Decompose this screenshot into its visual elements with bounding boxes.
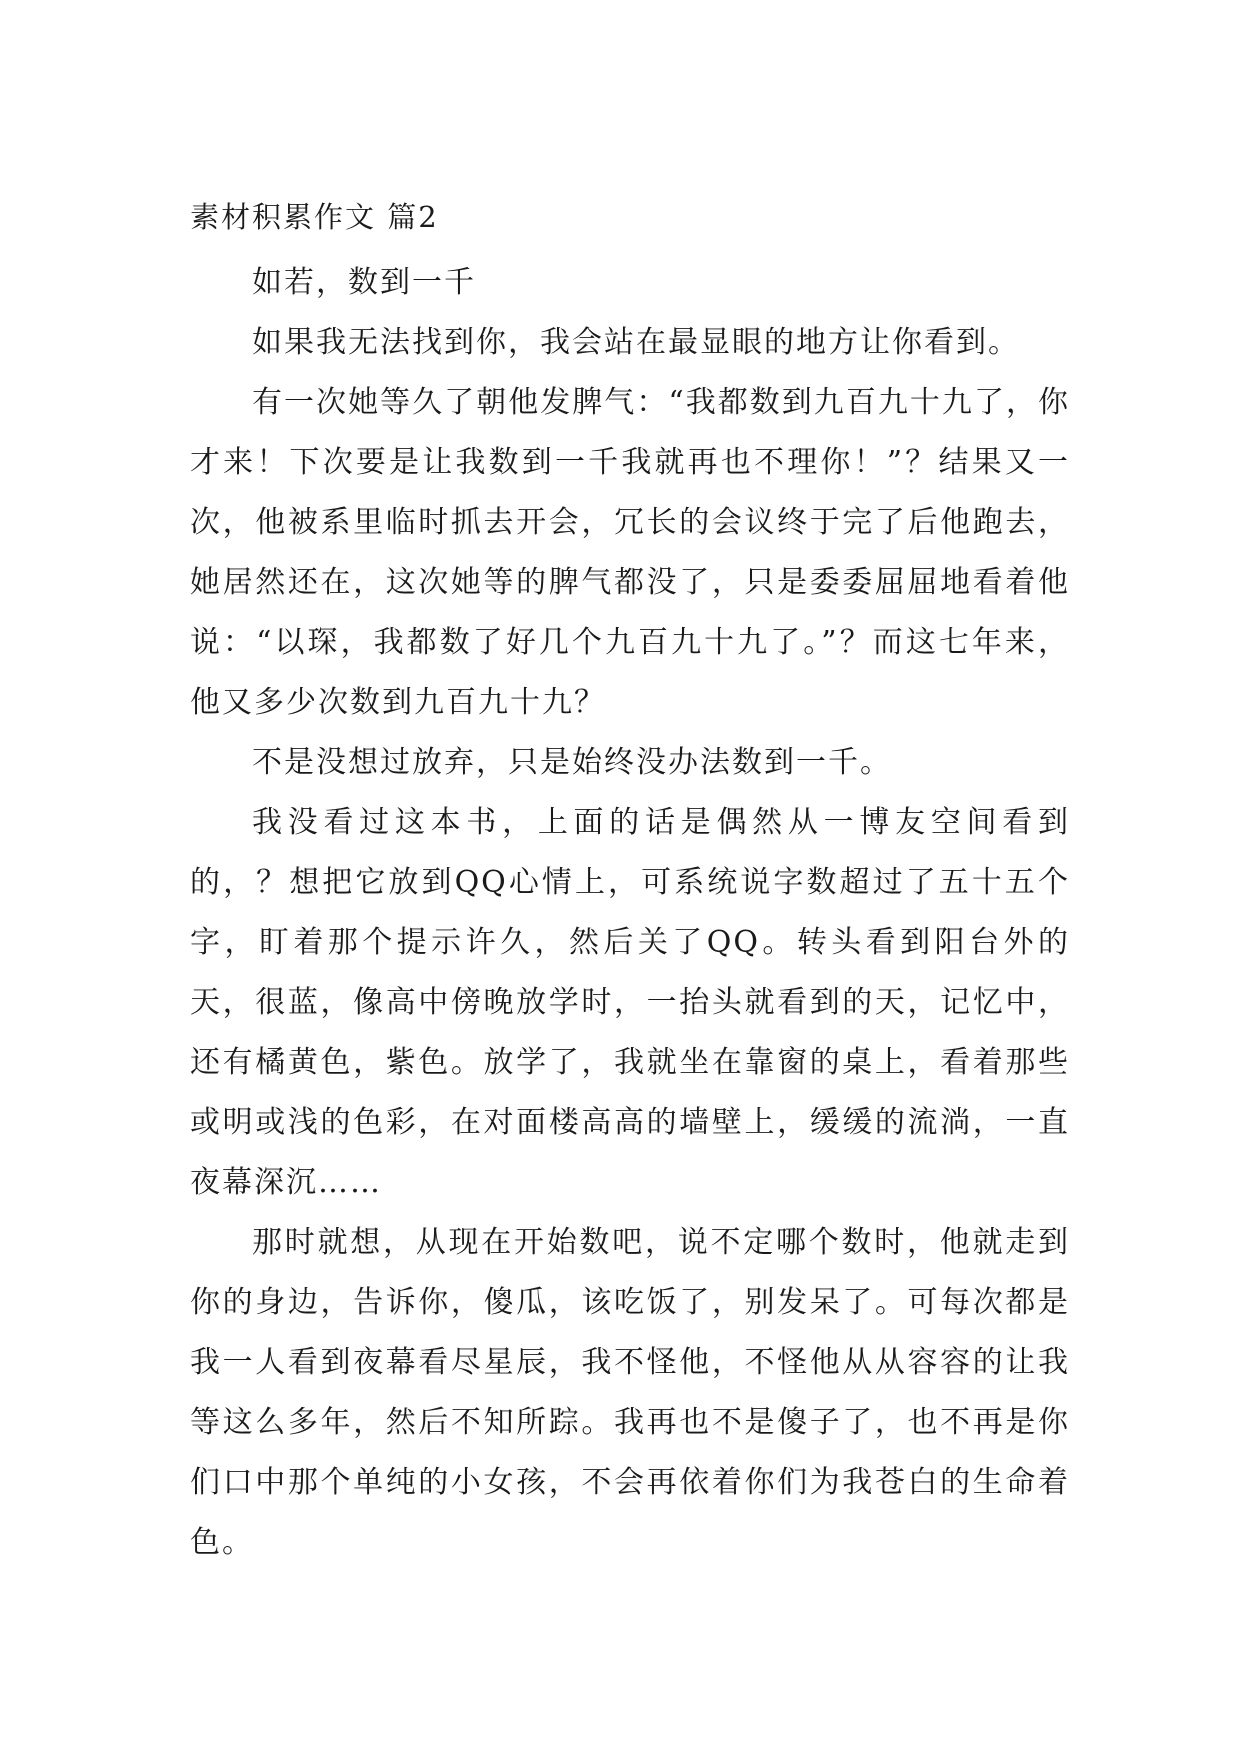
paragraph-quote: 如果我无法找到你，我会站在最显眼的地方让你看到。 bbox=[252, 325, 1020, 360]
document-heading: 素材积累作文 篇2 bbox=[190, 200, 439, 234]
paragraph-giveup: 不是没想过放弃，只是始终没办法数到一千。 bbox=[252, 745, 892, 780]
document-body bbox=[190, 195, 1070, 1573]
essay-title-line: 如若，数到一千 bbox=[252, 265, 476, 300]
paragraph-story: 有一次她等久了朝他发脾气：“我都数到九百九十九了，你才来！下次要是让我数到一千我就再也不理你！”？结果又一次，他被系里临时抓去开会，冗长的会议终于完了后他跑去，她居然还在，这次她等的脾气都没了，只是委委屈屈地看着他说：“以琛，我都数了好几个九百九十九了。”？而这七年来，他又多少次数到九百九十九？ bbox=[190, 385, 1070, 720]
paragraph-reflection: 那时就想，从现在开始数吧，说不定哪个数时，他就走到你的身边，告诉你，傻瓜，该吃饭了，别发呆了。可每次都是我一人看到夜幕看尽星辰，我不怪他，不怪他从从容容的让我等这么多年，然后不知所踪。我再也不是傻子了，也不再是你们口中那个单纯的小女孩，不会再依着你们为我苍白的生命着色。 bbox=[190, 1225, 1070, 1560]
paragraph-memory: 我没看过这本书，上面的话是偶然从一博友空间看到的，？想把它放到QQ心情上，可系统说字数超过了五十五个字，盯着那个提示许久，然后关了QQ。转头看到阳台外的天，很蓝，像高中傍晚放学时，一抬头就看到的天，记忆中，还有橘黄色，紫色。放学了，我就坐在靠窗的桌上，看着那些或明或浅的色彩，在对面楼高高的墙壁上，缓缓的流淌，一直夜幕深沉…… bbox=[190, 805, 1070, 1200]
